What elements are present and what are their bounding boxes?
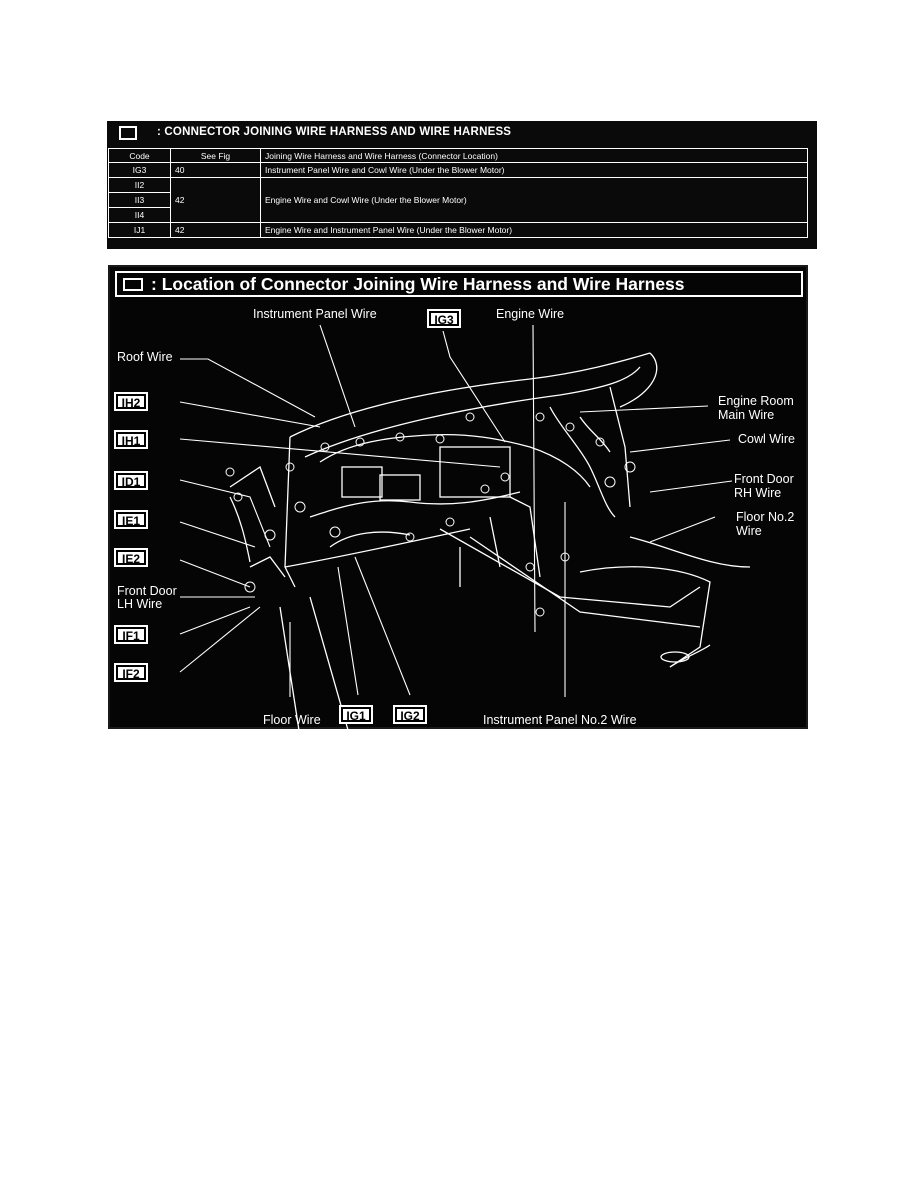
table-row: [109, 163, 808, 178]
harness-location-diagram: [108, 265, 808, 729]
label-floor-no2-wire-line1: Floor No.2: [736, 510, 795, 524]
row-code: IJ1: [109, 223, 171, 238]
table-row: [109, 223, 808, 238]
code-box-if1: IF1: [114, 625, 148, 644]
row-code: II4: [109, 208, 171, 223]
connector-table: [108, 148, 808, 238]
label-instrument-panel-no2-wire: Instrument Panel No.2 Wire: [483, 713, 637, 727]
dashboard-outline: [230, 353, 750, 731]
label-front-door-lh-wire-line1: Front Door: [117, 584, 177, 598]
row-description: Engine Wire and Instrument Panel Wire (Under the Blower Motor): [261, 223, 808, 238]
label-engine-room-main-wire-line2: Main Wire: [718, 408, 775, 422]
connector-table-panel: [107, 121, 817, 249]
label-front-door-rh-wire-line1: Front Door: [734, 472, 794, 486]
column-header-see-fig: See Fig: [171, 149, 261, 163]
code-box-ie2: IE2: [114, 548, 148, 567]
row-see-fig: 42: [171, 223, 261, 238]
row-code: II2: [109, 178, 171, 193]
row-code: IG3: [109, 163, 171, 178]
row-description: Engine Wire and Cowl Wire (Under the Blower Motor): [261, 178, 808, 223]
code-box-ig3: IG3: [427, 309, 461, 328]
table-row: [109, 178, 808, 193]
code-box-if2: IF2: [114, 663, 148, 682]
table-header: [107, 121, 817, 147]
label-engine-room-main-wire-line1: Engine Room: [718, 394, 794, 408]
connector-symbol-box: [119, 126, 137, 140]
code-box-ig1: IG1: [339, 705, 373, 724]
leader-lines: [180, 325, 732, 697]
table-header-row: [109, 149, 808, 163]
label-cowl-wire: Cowl Wire: [738, 432, 795, 446]
code-box-id1: ID1: [114, 471, 148, 490]
label-instrument-panel-wire: Instrument Panel Wire: [253, 307, 377, 321]
code-box-ie1: IE1: [114, 510, 148, 529]
code-box-ih1: IH1: [114, 430, 148, 449]
dashboard-illustration: [110, 267, 810, 731]
label-front-door-rh-wire-line2: RH Wire: [734, 486, 782, 500]
row-code: II3: [109, 193, 171, 208]
column-header-code: Code: [109, 149, 171, 163]
label-floor-no2-wire-line2: Wire: [736, 524, 762, 538]
row-see-fig: 42: [171, 178, 261, 223]
label-roof-wire: Roof Wire: [117, 350, 173, 364]
table-title: : CONNECTOR JOINING WIRE HARNESS AND WIRE HARNESS: [157, 126, 512, 138]
diagram-title: : Location of Connector Joining Wire Harness and Wire Harness: [151, 274, 685, 294]
label-engine-wire: Engine Wire: [496, 307, 565, 321]
label-front-door-lh-wire-line2: LH Wire: [117, 597, 163, 611]
row-see-fig: 40: [171, 163, 261, 178]
row-description: Instrument Panel Wire and Cowl Wire (Under the Blower Motor): [261, 163, 808, 178]
code-box-ig2: IG2: [393, 705, 427, 724]
column-header-description: Joining Wire Harness and Wire Harness (Connector Location): [261, 149, 808, 163]
label-floor-wire: Floor Wire: [263, 713, 321, 727]
code-box-ih2: IH2: [114, 392, 148, 411]
